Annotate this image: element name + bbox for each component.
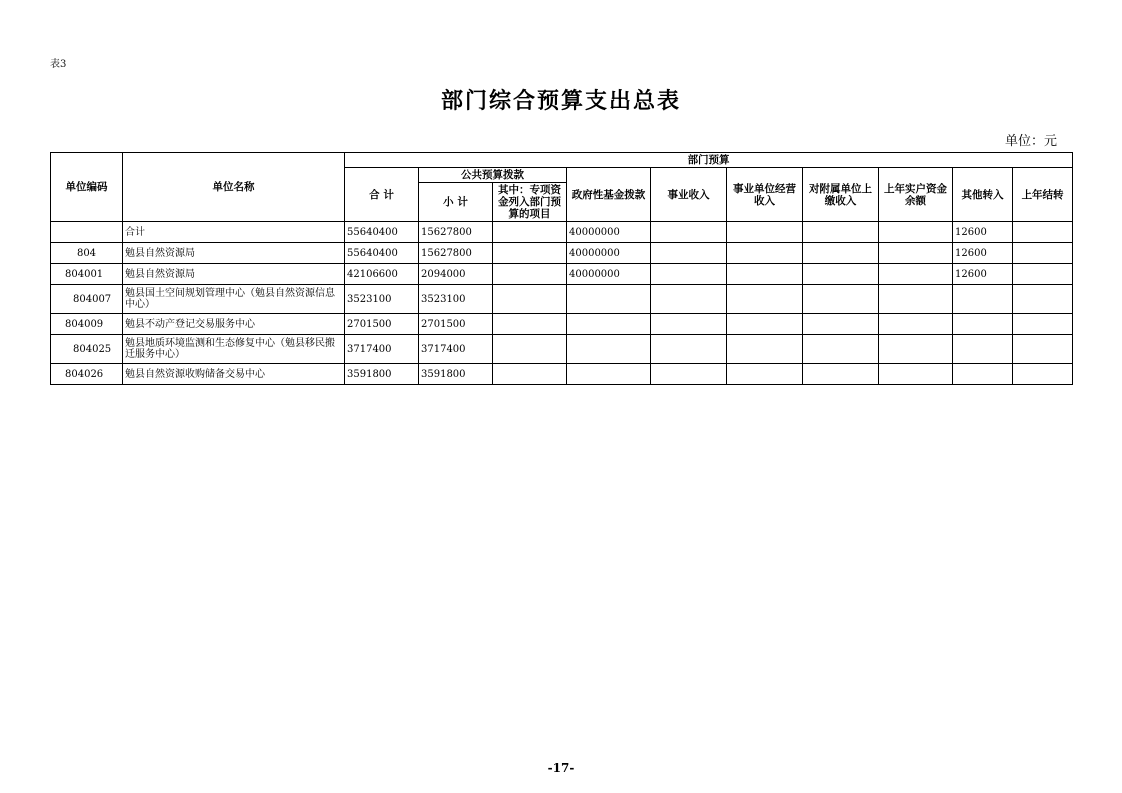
cell-prior-year-carryover	[1013, 243, 1073, 264]
cell-business-operating-income	[727, 264, 803, 285]
cell-total: 2701500	[345, 314, 419, 335]
cell-gov-fund	[567, 285, 651, 314]
cell-total: 55640400	[345, 243, 419, 264]
table-row	[51, 264, 1073, 285]
cell-subtotal: 3717400	[419, 335, 493, 364]
cell-unit-code	[51, 222, 123, 243]
cell-prior-year-balance	[879, 285, 953, 314]
cell-prior-year-carryover	[1013, 314, 1073, 335]
cell-subordinate-income	[803, 314, 879, 335]
cell-total: 3591800	[345, 364, 419, 385]
cell-unit-name: 勉县不动产登记交易服务中心	[123, 314, 345, 335]
cell-business-income	[651, 285, 727, 314]
cell-business-income	[651, 264, 727, 285]
cell-business-operating-income	[727, 222, 803, 243]
cell-unit-code: 804025	[51, 335, 123, 364]
cell-prior-year-balance	[879, 335, 953, 364]
table-row	[51, 335, 1073, 364]
cell-unit-name: 合计	[123, 222, 345, 243]
cell-unit-code: 804	[51, 243, 123, 264]
table-number-mark: 表3	[50, 59, 67, 70]
col-unit-name: 单位名称	[123, 153, 345, 222]
cell-subordinate-income	[803, 364, 879, 385]
cell-special-fund	[493, 243, 567, 264]
cell-gov-fund	[567, 335, 651, 364]
cell-prior-year-balance	[879, 222, 953, 243]
cell-prior-year-balance	[879, 364, 953, 385]
cell-business-operating-income	[727, 243, 803, 264]
cell-unit-code: 804026	[51, 364, 123, 385]
cell-subtotal: 3591800	[419, 364, 493, 385]
cell-other-transfer: 12600	[953, 243, 1013, 264]
table-row	[51, 285, 1073, 314]
cell-subordinate-income	[803, 243, 879, 264]
page-number: -17-	[547, 761, 575, 775]
cell-other-transfer	[953, 364, 1013, 385]
cell-unit-name: 勉县地质环境监测和生态修复中心（勉县移民搬迁服务中心）	[123, 335, 345, 364]
budget-expenditure-table	[50, 152, 1073, 385]
cell-other-transfer: 12600	[953, 222, 1013, 243]
col-subtotal: 小 计	[419, 183, 493, 222]
table-body	[51, 222, 1073, 385]
cell-unit-name: 勉县自然资源局	[123, 243, 345, 264]
col-business-operating-income: 事业单位经营收入	[727, 168, 803, 222]
cell-business-operating-income	[727, 364, 803, 385]
col-gov-fund: 政府性基金拨款	[567, 168, 651, 222]
currency-unit-note: 单位：元	[1004, 134, 1057, 149]
cell-special-fund	[493, 264, 567, 285]
col-prior-year-balance: 上年实户资金余额	[879, 168, 953, 222]
table-row	[51, 314, 1073, 335]
cell-total: 3717400	[345, 335, 419, 364]
col-business-income: 事业收入	[651, 168, 727, 222]
table-row	[51, 243, 1073, 264]
cell-prior-year-balance	[879, 243, 953, 264]
cell-other-transfer	[953, 285, 1013, 314]
table-header	[51, 153, 1073, 222]
cell-prior-year-carryover	[1013, 264, 1073, 285]
cell-business-income	[651, 314, 727, 335]
cell-prior-year-carryover	[1013, 285, 1073, 314]
cell-total: 3523100	[345, 285, 419, 314]
cell-subordinate-income	[803, 264, 879, 285]
cell-prior-year-balance	[879, 314, 953, 335]
cell-subordinate-income	[803, 222, 879, 243]
header-row-group	[51, 153, 1073, 168]
cell-subordinate-income	[803, 285, 879, 314]
cell-business-operating-income	[727, 335, 803, 364]
cell-unit-name: 勉县自然资源收购储备交易中心	[123, 364, 345, 385]
col-group-department-budget: 部门预算	[345, 153, 1073, 168]
cell-special-fund	[493, 285, 567, 314]
cell-total: 55640400	[345, 222, 419, 243]
cell-gov-fund: 40000000	[567, 243, 651, 264]
cell-business-income	[651, 364, 727, 385]
cell-subtotal: 3523100	[419, 285, 493, 314]
cell-business-income	[651, 222, 727, 243]
col-special-fund: 其中：专项资金列入部门预算的项目	[493, 183, 567, 222]
cell-prior-year-carryover	[1013, 335, 1073, 364]
cell-prior-year-balance	[879, 264, 953, 285]
cell-unit-code: 804009	[51, 314, 123, 335]
cell-subtotal: 2094000	[419, 264, 493, 285]
cell-business-operating-income	[727, 314, 803, 335]
cell-subordinate-income	[803, 335, 879, 364]
table-row	[51, 364, 1073, 385]
cell-subtotal: 15627800	[419, 243, 493, 264]
cell-prior-year-carryover	[1013, 364, 1073, 385]
cell-gov-fund	[567, 314, 651, 335]
cell-other-transfer	[953, 335, 1013, 364]
page-title: 部门综合预算支出总表	[440, 88, 681, 114]
cell-special-fund	[493, 314, 567, 335]
cell-prior-year-carryover	[1013, 222, 1073, 243]
col-group-public-budget: 公共预算拨款	[419, 168, 567, 183]
col-total: 合 计	[345, 168, 419, 222]
cell-gov-fund	[567, 364, 651, 385]
col-unit-code: 单位编码	[51, 153, 123, 222]
cell-gov-fund: 40000000	[567, 222, 651, 243]
col-subordinate-income: 对附属单位上缴收入	[803, 168, 879, 222]
cell-total: 42106600	[345, 264, 419, 285]
cell-special-fund	[493, 335, 567, 364]
cell-unit-code: 804007	[51, 285, 123, 314]
cell-business-income	[651, 335, 727, 364]
table-row	[51, 222, 1073, 243]
cell-subtotal: 2701500	[419, 314, 493, 335]
cell-gov-fund: 40000000	[567, 264, 651, 285]
cell-subtotal: 15627800	[419, 222, 493, 243]
col-other-transfer: 其他转入	[953, 168, 1013, 222]
cell-special-fund	[493, 222, 567, 243]
cell-unit-name: 勉县自然资源局	[123, 264, 345, 285]
cell-unit-name: 勉县国土空间规划管理中心（勉县自然资源信息中心）	[123, 285, 345, 314]
cell-business-income	[651, 243, 727, 264]
cell-other-transfer	[953, 314, 1013, 335]
cell-special-fund	[493, 364, 567, 385]
col-prior-year-carryover: 上年结转	[1013, 168, 1073, 222]
cell-unit-code: 804001	[51, 264, 123, 285]
cell-other-transfer: 12600	[953, 264, 1013, 285]
cell-business-operating-income	[727, 285, 803, 314]
